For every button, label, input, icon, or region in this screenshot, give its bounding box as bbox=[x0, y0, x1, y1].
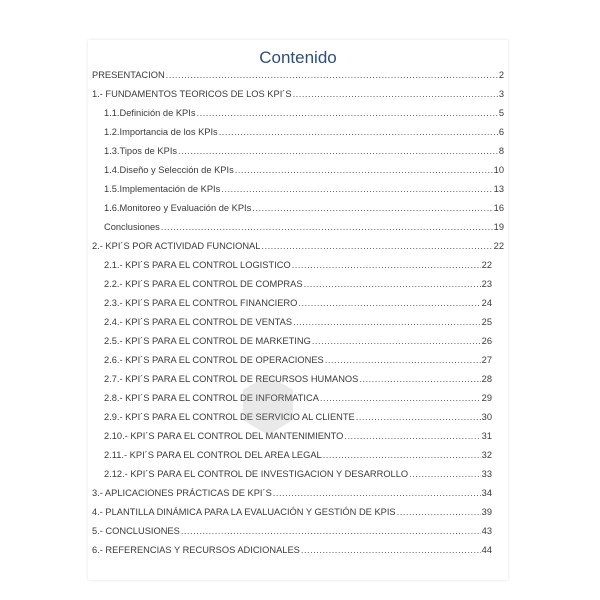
dot-leader bbox=[181, 526, 481, 536]
dot-leader bbox=[304, 279, 481, 289]
toc-entry-title: 3.- APLICACIONES PRÁCTICAS DE KPI´S bbox=[92, 488, 272, 498]
dot-leader bbox=[235, 165, 493, 175]
toc-entry-title: 2.5.- KPI´S PARA EL CONTROL DE MARKETING bbox=[104, 336, 311, 346]
toc-entry[interactable] bbox=[104, 393, 492, 407]
dot-leader bbox=[312, 336, 481, 346]
toc-entry-page-number: 5 bbox=[498, 108, 504, 118]
dot-leader bbox=[320, 393, 481, 403]
toc-entry[interactable] bbox=[92, 70, 504, 84]
toc-entry-page-number: 10 bbox=[493, 165, 504, 175]
toc-entry[interactable] bbox=[92, 526, 492, 540]
toc-entry-page-number: 43 bbox=[481, 526, 492, 536]
toc-entry-number: 1.3. bbox=[104, 146, 120, 156]
dot-leader bbox=[252, 203, 492, 213]
dot-leader bbox=[344, 431, 480, 441]
toc-entry-title: Diseño y Selección de KPIs bbox=[119, 165, 234, 175]
dot-leader bbox=[325, 355, 481, 365]
dot-leader bbox=[196, 108, 497, 118]
toc-entry-page-number: 34 bbox=[481, 488, 492, 498]
toc-entry-number: 1.2. bbox=[104, 127, 120, 137]
dot-leader bbox=[409, 469, 481, 479]
toc-entry[interactable] bbox=[92, 488, 492, 502]
toc-entry-number: 1.6. bbox=[104, 203, 120, 213]
toc-entry-title: 2.3.- KPI´S PARA EL CONTROL FINANCIERO bbox=[104, 298, 298, 308]
toc-entry-title: 2.11.- KPI´S PARA EL CONTROL DEL AREA LEGAL bbox=[104, 450, 322, 460]
toc-entry-page-number: 25 bbox=[481, 317, 492, 327]
document-page bbox=[88, 40, 508, 580]
toc-entry[interactable] bbox=[104, 146, 504, 160]
dot-leader bbox=[301, 545, 481, 555]
toc-entry-title: 1.- FUNDAMENTOS TEORICOS DE LOS KPI´S bbox=[92, 89, 292, 99]
toc-entry-title: 5.- CONCLUSIONES bbox=[92, 526, 180, 536]
watermark-logo-icon bbox=[238, 370, 298, 440]
toc-entry-title: 2.- KPI´S POR ACTIVIDAD FUNCIONAL bbox=[92, 241, 261, 251]
toc-entry-page-number: 28 bbox=[481, 374, 492, 384]
dot-leader bbox=[221, 184, 492, 194]
toc-entry-title: 2.7.- KPI´S PARA EL CONTROL DE RECURSOS HUMANOS bbox=[104, 374, 359, 384]
toc-entry-title: Conclusiones bbox=[104, 222, 160, 232]
toc-entry-title: 2.8.- KPI´S PARA EL CONTROL DE INFORMATICA bbox=[104, 393, 319, 403]
dot-leader bbox=[323, 450, 481, 460]
toc-entry-page-number: 23 bbox=[481, 279, 492, 289]
toc-entry[interactable] bbox=[92, 545, 492, 559]
toc-entry-title: Monitoreo y Evaluación de KPIs bbox=[119, 203, 252, 213]
toc-entry-page-number: 44 bbox=[481, 545, 492, 555]
dot-leader bbox=[293, 317, 481, 327]
dot-leader bbox=[219, 127, 498, 137]
toc-entry[interactable] bbox=[104, 260, 492, 274]
toc-entry[interactable] bbox=[104, 108, 504, 122]
toc-entry-title: 2.4.- KPI´S PARA EL CONTROL DE VENTAS bbox=[104, 317, 293, 327]
toc-entry[interactable] bbox=[92, 89, 504, 103]
toc-entry-page-number: 26 bbox=[481, 336, 492, 346]
toc-entry-title: 2.9.- KPI´S PARA EL CONTROL DE SERVICIO AL CLIENTE bbox=[104, 412, 355, 422]
toc-entry[interactable] bbox=[104, 279, 492, 293]
dot-leader bbox=[178, 146, 498, 156]
toc-entry-page-number: 39 bbox=[481, 507, 492, 517]
toc-entry-number: 1.1. bbox=[104, 108, 120, 118]
toc-entry-page-number: 19 bbox=[493, 222, 504, 232]
toc-entry-page-number: 6 bbox=[498, 127, 504, 137]
toc-entry[interactable] bbox=[92, 241, 504, 255]
toc-entry-title: 2.6.- KPI´S PARA EL CONTROL DE OPERACIONES bbox=[104, 355, 324, 365]
toc-entry-page-number: 8 bbox=[498, 146, 504, 156]
toc-entry-title: 2.12.- KPI´S PARA EL CONTROL DE INVESTIGACION Y DESARROLLO bbox=[104, 469, 409, 479]
toc-entry[interactable] bbox=[104, 336, 492, 350]
toc-entry-page-number: 22 bbox=[481, 260, 492, 270]
toc-entry[interactable] bbox=[104, 317, 492, 331]
toc-entry[interactable] bbox=[104, 203, 504, 217]
dot-leader bbox=[292, 260, 481, 270]
toc-entry-page-number: 16 bbox=[493, 203, 504, 213]
dot-leader bbox=[161, 222, 493, 232]
toc-entry[interactable] bbox=[104, 450, 492, 464]
toc-entry-page-number: 22 bbox=[493, 241, 504, 251]
toc-entry-title: PRESENTACION bbox=[92, 70, 165, 80]
toc-entry-page-number: 3 bbox=[498, 89, 504, 99]
toc-entry[interactable] bbox=[104, 374, 492, 388]
toc-entry[interactable] bbox=[104, 127, 504, 141]
toc-entry-title: 2.1.- KPI´S PARA EL CONTROL LOGISTICO bbox=[104, 260, 291, 270]
toc-entry-page-number: 13 bbox=[493, 184, 504, 194]
toc-entry-title: Importancia de los KPIs bbox=[119, 127, 218, 137]
toc-entry-page-number: 33 bbox=[481, 469, 492, 479]
toc-entry-title: 4.- PLANTILLA DINÁMICA PARA LA EVALUACIÓN Y GESTIÓN DE KPIS bbox=[92, 507, 396, 517]
toc-entry[interactable] bbox=[104, 412, 492, 426]
dot-leader bbox=[273, 488, 481, 498]
dot-leader bbox=[293, 89, 498, 99]
toc-title: Contenido bbox=[259, 48, 337, 67]
toc-entry[interactable] bbox=[104, 222, 504, 236]
toc-entry-title: Tipos de KPIs bbox=[119, 146, 178, 156]
dot-leader bbox=[397, 507, 481, 517]
toc-entry-title: Implementación de KPIs bbox=[119, 184, 221, 194]
toc-entry-title: Definición de KPIs bbox=[119, 108, 196, 118]
toc-entry-page-number: 32 bbox=[481, 450, 492, 460]
toc-entry-title: 2.2.- KPI´S PARA EL CONTROL DE COMPRAS bbox=[104, 279, 303, 289]
toc-entry[interactable] bbox=[104, 184, 504, 198]
toc-entry-title: 2.10.- KPI´S PARA EL CONTROL DEL MANTENIMIENTO bbox=[104, 431, 344, 441]
toc-entry-number: 1.5. bbox=[104, 184, 120, 194]
toc-entry-number: 1.4. bbox=[104, 165, 120, 175]
toc-entry-page-number: 29 bbox=[481, 393, 492, 403]
dot-leader bbox=[356, 412, 481, 422]
toc-entry[interactable] bbox=[104, 165, 504, 179]
toc-entry-page-number: 24 bbox=[481, 298, 492, 308]
dot-leader bbox=[166, 70, 498, 80]
toc-entry-title: 6.- REFERENCIAS Y RECURSOS ADICIONALES bbox=[92, 545, 300, 555]
dot-leader bbox=[359, 374, 480, 384]
toc-entry-page-number: 2 bbox=[498, 70, 504, 80]
toc-entry-page-number: 30 bbox=[481, 412, 492, 422]
toc-entry[interactable] bbox=[104, 355, 492, 369]
toc-entry[interactable] bbox=[104, 298, 492, 312]
toc-entry-page-number: 31 bbox=[481, 431, 492, 441]
dot-leader bbox=[298, 298, 480, 308]
toc-entry[interactable] bbox=[92, 507, 492, 521]
toc-entry-page-number: 27 bbox=[481, 355, 492, 365]
dot-leader bbox=[261, 241, 492, 251]
toc-entry[interactable] bbox=[104, 469, 492, 483]
toc-entry[interactable] bbox=[104, 431, 492, 445]
